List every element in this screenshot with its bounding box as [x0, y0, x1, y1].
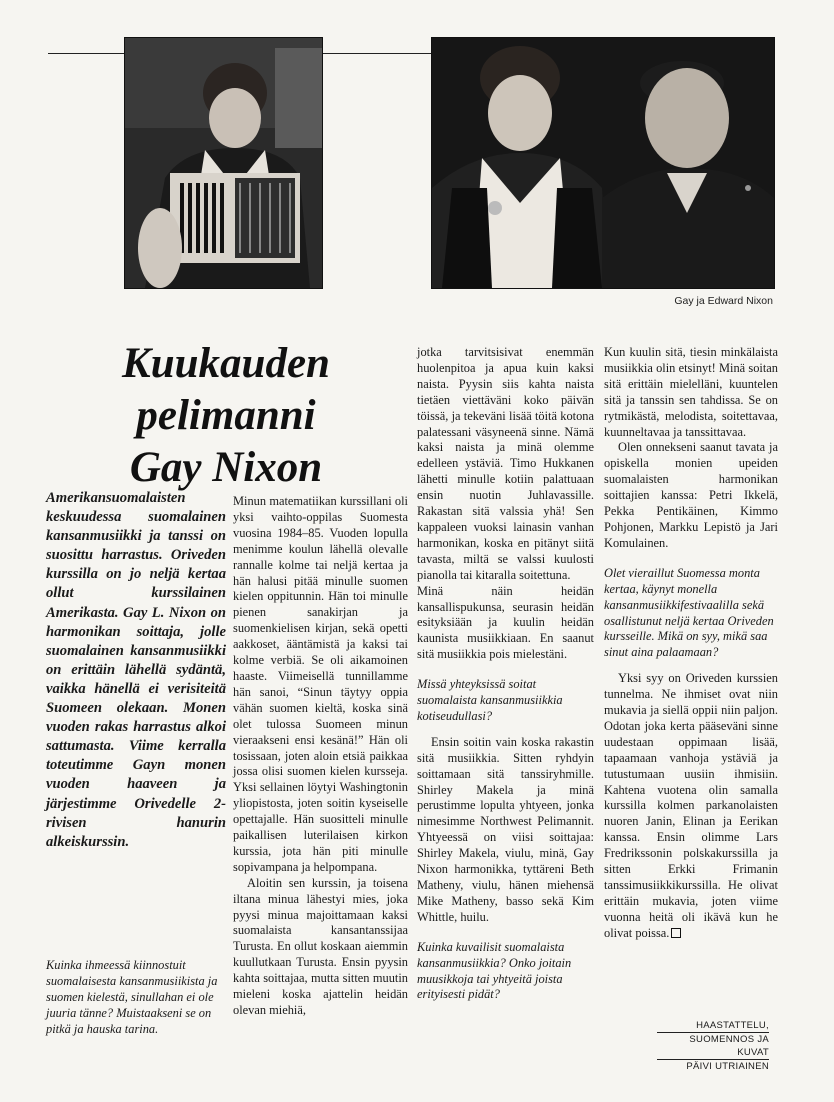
credit-line-2: SUOMENNOS JA KUVAT	[657, 1032, 769, 1059]
column-3	[417, 345, 594, 1013]
col3-paragraph-1b: Minä näin heidän kansallispukunsa, seurasin heidän esityksiään ja kuulin heidän kaunista musiikkiaan. En saanut sitä musiikkia pois mielestäni.	[417, 583, 594, 662]
col2-paragraph-2: Aloitin sen kurssin, ja toisena iltana minua lähestyi mies, joka pyysi minua majoittamaan kaksi suomalaista kansantanssijaa Turusta. En ollut koskaan aiemmin kuullutkaan Turusta. Ensin pyysin kahta soittajaa, mutta sitten muutin mieleni koska ajattelin heidän olevan miehiä,	[233, 875, 408, 1017]
col2-paragraph-1: Minun matematiikan kurssillani oli yksi vaihto-oppilas Suomesta vuosina 1984–85. Vuoden lopulla menimme koulun lähellä olevalle rannalle kolme tai neljä kertaa ja hän halusi pitää minulle suomen kielen oppitunnin. Hän toi minulle pienen sanakirjan ja suomenkielisen kirjan, sekä opetti aakkoset, ääntämistä ja kaksi tai kolme verbiä. Se oli aikamoinen haaste. Viimeisellä tunnillamme hän sanoi, “Sinun täytyy oppia vähän suomen kieltä, koska sinä olet tulossa Suomeen minun vieraakseni ensi kesänä!” Hän oli tosissaan, joten aloin etsiä paikkaa jossa olisi suomen kielen kursseja. Yksi sellainen löytyi Washingtonin yliopistosta, joten soitin kyseiselle opettajalle. Hän suositteli minulle paikallisen luterilaisen kirkon kurssia, jota hän piti minulle sopivampana ja helpompana.	[233, 494, 408, 874]
question-3: Kuinka kuvailisit suomalaista kansanmusiikkia? Onko joitain muusikkoja tai yhtyeitä joista erityisesti pidät?	[417, 939, 572, 1002]
top-rule-middle	[320, 53, 432, 54]
end-mark-icon	[671, 928, 681, 938]
col4-paragraph-2: Olen onnekseni saanut tavata ja opiskella monien upeiden suomalaisten harmonikan soittajien kanssa: Petri Ikkelä, Pekka Pentikäinen, Kimmo Pohjonen, Markku Lepistö ja Jari Komulainen.	[604, 440, 778, 550]
title-line-2: pelimanni	[136, 392, 316, 439]
title-line-3: Gay Nixon	[129, 444, 323, 491]
photo-gay-accordion	[124, 37, 323, 289]
column-2	[233, 494, 408, 1019]
column-4	[604, 345, 778, 942]
credit-line-3: PÄIVI UTRIAINEN	[657, 1059, 769, 1073]
photo-gay-and-edward	[431, 37, 775, 289]
col4-paragraph-3-text: Yksi syy on Oriveden kurssien tunnelma. Ne ihmiset ovat niin mukavia ja siellä oppii niin paljon. Odotan joka kerta pääseväni sinne uudestaan oppimaan lisää, tapaamaan vanhoja ystäviä ja tutustumaan uusiin ihmisiin. Kahtena vuotena olin samalla kurssilla kolmen parkanolaisten nuoren Janin, Elinan ja Eerikan kanssa. Ensin olimme Lars Fredrikssonin polskakurssilla ja sitten Erkki Frimanin tanssimusiikkikurssilla. He olivat erittäin mukavia, joten viime vuonna heitä oli ikävä kun he olivat poissa.	[604, 671, 778, 940]
photo-caption: Gay ja Edward Nixon	[674, 295, 773, 307]
col4-paragraph-3	[604, 671, 778, 941]
question-1: Kuinka ihmeessä kiinnostuit suomalaisesta kansanmusiikista ja suomen kielestä, sinullahan ei ole juuria tänne? Muistaakseni se on pitkä ja hauska tarina.	[46, 958, 218, 1036]
article-credits	[657, 1019, 769, 1073]
credit-line-1: HAASTATTELU,	[696, 1020, 769, 1031]
col4-paragraph-1: Kun kuulin sitä, tiesin minkälaista musiikkia olin etsinyt! Minä soitan sitä erittäin mielelläni, kuuntelen sitä ja tanssin sen tahdissa. Se on rytmikästä, melodista, soitettavaa, kuunneltavaa ja tanssittavaa.	[604, 345, 778, 439]
col3-paragraph-2: Ensin soitin vain koska rakastin sitä musiikkia. Sitten ryhdyin soittamaan sitä tanssiryhmille. Shirley Makela ja minä perustimme lopulta yhtyeen, jonka nimesimme Northwest Pelimannit. Yhtyeessä on viisi soittajaa: Shirley Makela, viulu, minä, Gay Nixon harmonikka, tyttäreni Beth Matheny, viulu, hänen miehensä Mike Matheny, basso sekä Kim Whittle, huilu.	[417, 734, 594, 924]
col3-paragraph-1: jotka tarvitsisivat enemmän huolenpitoa ja apua kuin kaksi naista. Pyysin siis kahta naista tietäen viettäväni koko päivän töissä, ja tekeväni lisää töitä kotona palatessani väsyneenä sinne. Nämä kaksi naista ja minä olemme edelleen ystäviä. Timo Hukkanen lähetti minulle kotiin palattuaan ensin nuotin Juhlavassille. Rakastan sitä valssia yhä! Sen kappaleen vuoksi lainasin vanhan harmonikan, koska en pitänyt siitä tavasta, miltä se valssi kuulosti pianolla tai kitaralla soitettuna.	[417, 345, 594, 582]
question-4: Olet vieraillut Suomessa monta kertaa, käynyt monella kansanmusiikkifestivaalilla sekä osallistunut neljä kertaa Oriveden kursseille. Mikä on syy, mikä saa sinut aina palaamaan?	[604, 565, 774, 660]
article-title	[96, 338, 356, 494]
top-rule-left	[48, 53, 126, 54]
question-2: Missä yhteyksissä soitat suomalaista kansanmusiikkia kotiseudullasi?	[417, 677, 563, 723]
intro-paragraph: Amerikansuomalaisten keskuudessa suomalainen kansanmusiikki ja tanssi on suosittu harrastus. Oriveden kurssilla on jo neljä kertaa ollut kurssilainen Amerikasta. Gay L. Nixon on harmonikan soittaja, jolle suomalainen kansanmusiikki on erittäin lähellä sydäntä, vaikka hänellä ei verisiteitä Suomeen olekaan. Monen vuoden rakas harrastus alkoi sattumasta. Viime kerralla toteutimme Gayn monen vuoden haaveen ja järjestimme Orivedelle 2-rivisen hanurin alkeiskurssin.	[46, 490, 226, 850]
title-line-1: Kuukauden	[122, 340, 330, 387]
